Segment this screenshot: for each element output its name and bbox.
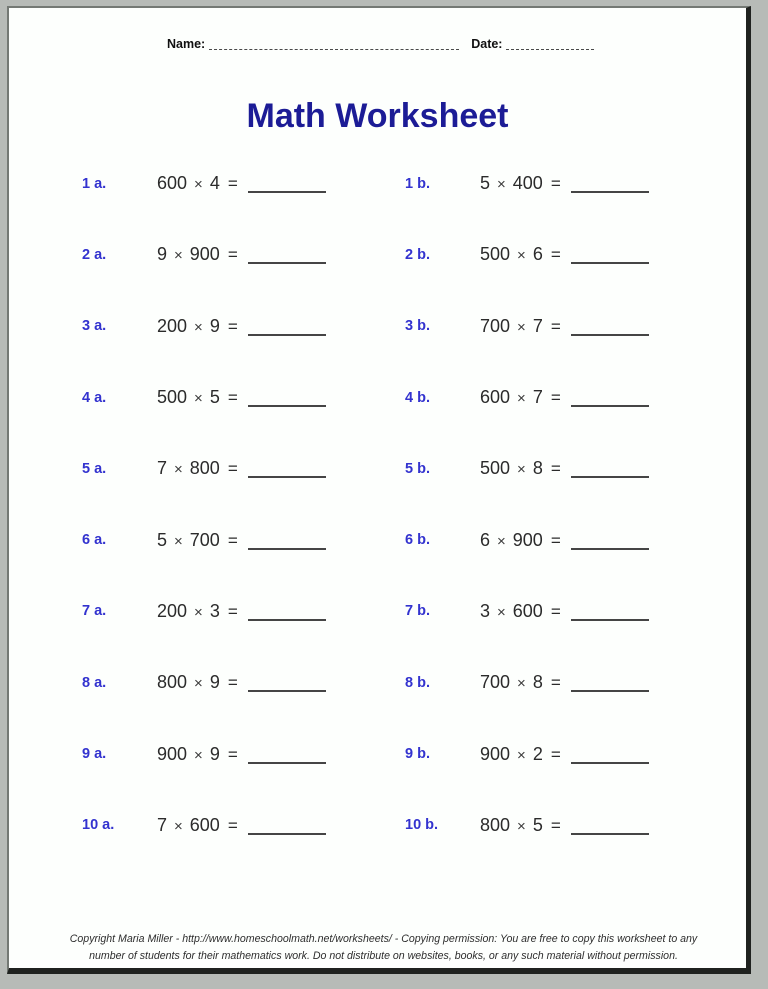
problem-expression <box>157 672 326 693</box>
factor-2: 4 <box>209 173 220 194</box>
factor-1: 600 <box>480 387 511 408</box>
problem-number: 5 a. <box>82 460 107 477</box>
answer-blank <box>571 534 649 550</box>
equals-sign: = <box>227 673 238 693</box>
problem-6a <box>9 530 380 551</box>
factor-2: 9 <box>209 743 220 764</box>
answer-blank <box>248 819 326 835</box>
factor-1: 7 <box>157 814 168 835</box>
multiply-sign: × <box>194 318 203 336</box>
equals-sign: = <box>550 673 561 693</box>
multiply-sign: × <box>194 390 203 408</box>
factor-2: 2 <box>532 743 543 764</box>
multiply-sign: × <box>194 675 203 693</box>
problem-number: 7 a. <box>82 603 107 620</box>
equals-sign: = <box>550 744 561 764</box>
factor-2: 700 <box>189 529 220 550</box>
problem-number: 6 a. <box>82 532 107 549</box>
copyright-line-1: Copyright Maria Miller - http://www.homeschoolmath.net/worksheets/ - Copying permission: You are free to copy this worksheet to any <box>69 933 698 945</box>
answer-blank <box>248 462 326 478</box>
problem-1a <box>9 173 380 194</box>
equals-sign: = <box>550 245 561 265</box>
problem-1b <box>380 173 746 194</box>
problem-row <box>9 148 746 219</box>
multiply-sign: × <box>517 318 526 336</box>
factor-2: 400 <box>512 173 543 194</box>
problem-expression <box>480 458 649 479</box>
problem-expression <box>157 815 326 836</box>
problem-4b <box>380 387 746 408</box>
problem-2b <box>380 244 746 265</box>
problem-expression <box>480 530 649 551</box>
factor-1: 600 <box>157 173 188 194</box>
problem-expression <box>157 173 326 194</box>
problem-expression <box>157 530 326 551</box>
problem-number: 1 b. <box>405 175 430 192</box>
problem-3a <box>9 316 380 337</box>
answer-blank <box>248 248 326 264</box>
equals-sign: = <box>227 815 238 835</box>
worksheet-page <box>7 6 751 974</box>
problem-row <box>9 504 746 575</box>
equals-sign: = <box>550 530 561 550</box>
factor-1: 800 <box>480 814 511 835</box>
problem-number: 4 b. <box>405 389 430 406</box>
factor-2: 900 <box>512 529 543 550</box>
problem-expression <box>480 815 649 836</box>
problem-number: 10 b. <box>405 817 439 834</box>
answer-blank <box>571 819 649 835</box>
factor-1: 800 <box>157 672 188 693</box>
factor-2: 3 <box>209 600 220 621</box>
answer-blank <box>248 605 326 621</box>
factor-1: 200 <box>157 315 188 336</box>
factor-1: 900 <box>480 743 511 764</box>
problem-expression <box>157 387 326 408</box>
factor-2: 800 <box>189 458 220 479</box>
problem-8a <box>9 672 380 693</box>
problem-number: 3 b. <box>405 318 430 335</box>
multiply-sign: × <box>517 247 526 265</box>
problem-5a <box>9 458 380 479</box>
answer-blank <box>248 177 326 193</box>
problem-row <box>9 576 746 647</box>
problem-number: 2 a. <box>82 246 107 263</box>
factor-1: 200 <box>157 600 188 621</box>
problem-expression <box>480 601 649 622</box>
multiply-sign: × <box>194 176 203 194</box>
answer-blank <box>248 748 326 764</box>
problem-row <box>9 790 746 861</box>
problem-number: 10 a. <box>82 817 115 834</box>
answer-blank <box>248 320 326 336</box>
answer-blank <box>571 391 649 407</box>
problem-number: 4 a. <box>82 389 107 406</box>
answer-blank <box>571 605 649 621</box>
problem-expression <box>157 458 326 479</box>
factor-1: 500 <box>480 244 511 265</box>
date-label: Date: <box>471 37 503 51</box>
factor-2: 9 <box>209 672 220 693</box>
answer-blank <box>248 391 326 407</box>
problem-3b <box>380 316 746 337</box>
problem-number: 9 b. <box>405 746 430 763</box>
problem-expression <box>480 672 649 693</box>
equals-sign: = <box>227 316 238 336</box>
problem-expression <box>157 244 326 265</box>
multiply-sign: × <box>174 461 183 479</box>
factor-1: 500 <box>157 387 188 408</box>
problem-number: 5 b. <box>405 460 430 477</box>
problem-row <box>9 362 746 433</box>
multiply-sign: × <box>174 247 183 265</box>
page-title: Math Worksheet <box>246 97 509 135</box>
multiply-sign: × <box>517 675 526 693</box>
factor-1: 5 <box>480 173 491 194</box>
factor-2: 6 <box>532 244 543 265</box>
answer-blank <box>571 748 649 764</box>
problem-6b <box>380 530 746 551</box>
factor-1: 6 <box>480 529 491 550</box>
equals-sign: = <box>227 245 238 265</box>
equals-sign: = <box>550 601 561 621</box>
date-blank-line <box>506 36 594 50</box>
multiply-sign: × <box>517 390 526 408</box>
name-date-row <box>9 34 746 51</box>
factor-2: 8 <box>532 458 543 479</box>
problem-7b <box>380 601 746 622</box>
equals-sign: = <box>227 601 238 621</box>
factor-1: 700 <box>480 315 511 336</box>
problem-number: 1 a. <box>82 175 107 192</box>
multiply-sign: × <box>497 176 506 194</box>
equals-sign: = <box>550 174 561 194</box>
problem-9a <box>9 744 380 765</box>
problem-expression <box>480 316 649 337</box>
factor-2: 7 <box>532 315 543 336</box>
answer-blank <box>571 462 649 478</box>
multiply-sign: × <box>497 603 506 621</box>
factor-1: 700 <box>480 672 511 693</box>
factor-2: 600 <box>189 814 220 835</box>
multiply-sign: × <box>194 603 203 621</box>
equals-sign: = <box>550 316 561 336</box>
multiply-sign: × <box>194 746 203 764</box>
problem-expression <box>480 173 649 194</box>
equals-sign: = <box>550 388 561 408</box>
problem-expression <box>157 601 326 622</box>
answer-blank <box>571 177 649 193</box>
problem-expression <box>157 316 326 337</box>
equals-sign: = <box>227 530 238 550</box>
problem-9b <box>380 744 746 765</box>
multiply-sign: × <box>517 461 526 479</box>
problem-expression <box>157 744 326 765</box>
problem-row <box>9 291 746 362</box>
answer-blank <box>248 676 326 692</box>
factor-2: 600 <box>512 600 543 621</box>
problem-row <box>9 647 746 718</box>
answer-blank <box>248 534 326 550</box>
problem-8b <box>380 672 746 693</box>
multiply-sign: × <box>497 532 506 550</box>
problem-expression <box>480 744 649 765</box>
problem-row <box>9 718 746 789</box>
answer-blank <box>571 248 649 264</box>
problem-7a <box>9 601 380 622</box>
multiply-sign: × <box>174 817 183 835</box>
factor-1: 500 <box>480 458 511 479</box>
problem-10a <box>9 815 380 836</box>
copyright-footer <box>9 931 746 965</box>
multiply-sign: × <box>517 817 526 835</box>
problem-number: 3 a. <box>82 318 107 335</box>
copyright-line-2: number of students for their mathematics work. Do not distribute on websites, books, or any such material without permission. <box>89 950 678 962</box>
factor-1: 3 <box>480 600 491 621</box>
factor-2: 9 <box>209 315 220 336</box>
multiply-sign: × <box>517 746 526 764</box>
problem-number: 8 a. <box>82 674 107 691</box>
factor-1: 9 <box>157 244 168 265</box>
problem-number: 8 b. <box>405 674 430 691</box>
equals-sign: = <box>227 744 238 764</box>
problem-number: 9 a. <box>82 746 107 763</box>
name-label: Name: <box>167 37 206 51</box>
problem-number: 6 b. <box>405 532 430 549</box>
factor-1: 900 <box>157 743 188 764</box>
equals-sign: = <box>550 459 561 479</box>
name-blank-line <box>209 36 459 50</box>
problem-row <box>9 433 746 504</box>
answer-blank <box>571 676 649 692</box>
problem-4a <box>9 387 380 408</box>
factor-1: 7 <box>157 458 168 479</box>
equals-sign: = <box>227 459 238 479</box>
equals-sign: = <box>227 388 238 408</box>
problem-row <box>9 219 746 290</box>
factor-1: 5 <box>157 529 168 550</box>
factor-2: 5 <box>532 814 543 835</box>
factor-2: 900 <box>189 244 220 265</box>
problem-5b <box>380 458 746 479</box>
factor-2: 7 <box>532 387 543 408</box>
problem-number: 2 b. <box>405 246 430 263</box>
factor-2: 8 <box>532 672 543 693</box>
equals-sign: = <box>227 174 238 194</box>
problem-10b <box>380 815 746 836</box>
problem-expression <box>480 387 649 408</box>
equals-sign: = <box>550 815 561 835</box>
factor-2: 5 <box>209 387 220 408</box>
answer-blank <box>571 320 649 336</box>
problems-grid <box>9 148 746 861</box>
problem-expression <box>480 244 649 265</box>
problem-2a <box>9 244 380 265</box>
multiply-sign: × <box>174 532 183 550</box>
problem-number: 7 b. <box>405 603 430 620</box>
